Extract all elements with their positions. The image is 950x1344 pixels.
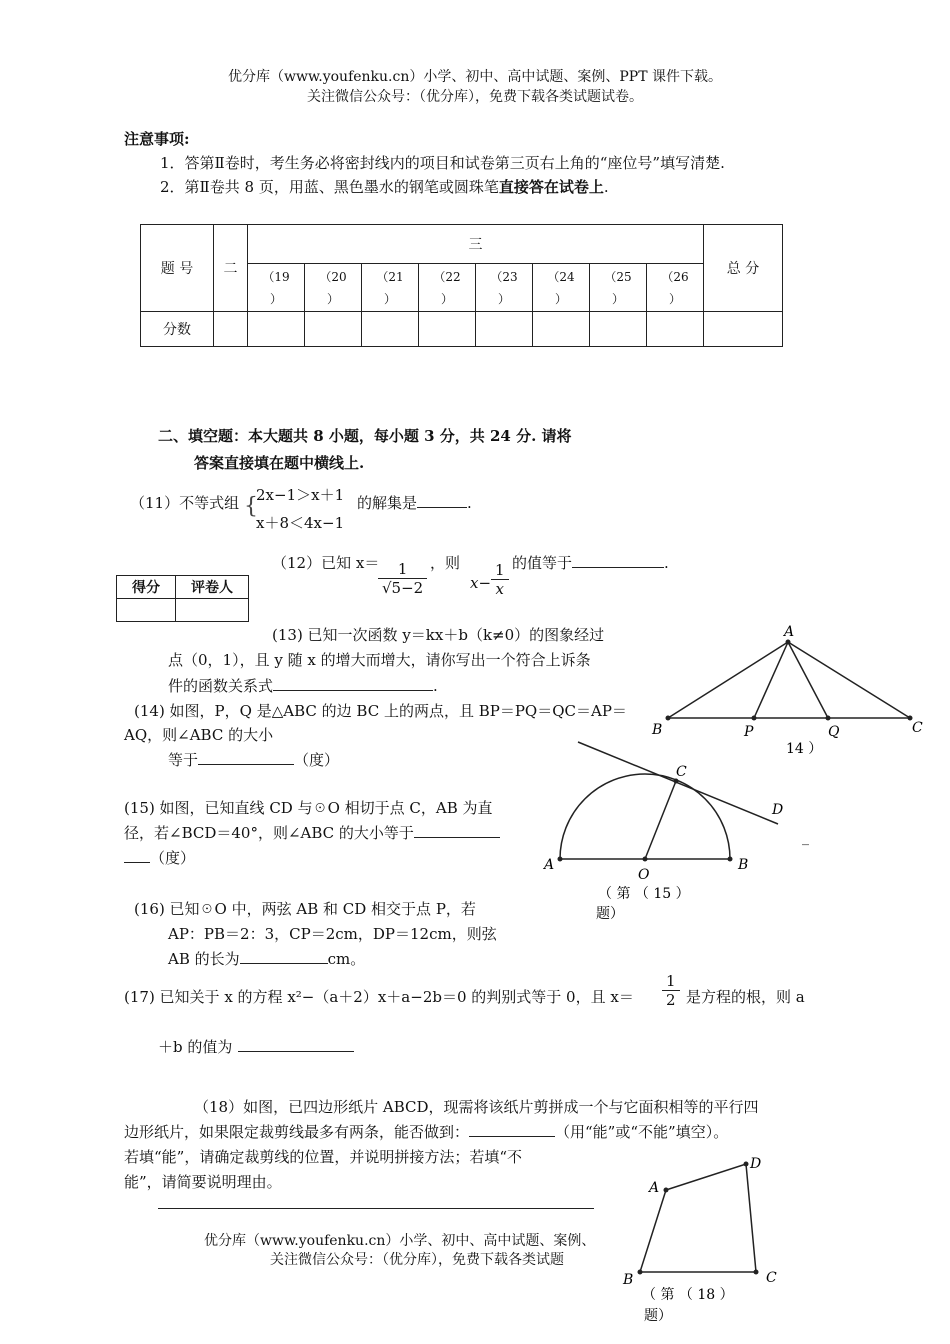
fig15-caption-1: （ 第 （ 15 ）: [598, 886, 690, 902]
q12-suffix: 的值等于 .: [512, 554, 669, 572]
footer-line-1: 优分库（www.youfenku.cn）小学、初中、高中试题、案例、: [204, 1233, 596, 1249]
score-table-q26: （26 ）: [647, 264, 704, 312]
fig15-label-a: A: [544, 857, 555, 873]
score-table-q21: （21 ）: [362, 264, 419, 312]
section-2-title-line-2: 答案直接填在题中横线上.: [194, 454, 365, 472]
fig18-label-d: D: [750, 1156, 762, 1172]
q17-line-2: ＋b 的值为: [158, 1036, 354, 1057]
fig15-label-c: C: [676, 764, 687, 780]
q11-suffix: 的解集是 .: [357, 494, 472, 512]
score-table-q23: （23 ）: [476, 264, 533, 312]
figure-15: [540, 736, 840, 926]
grader-reviewer-label: 评卷人: [176, 576, 249, 599]
grader-reviewer-cell[interactable]: [176, 599, 249, 622]
score-cell-q26[interactable]: [647, 312, 704, 347]
score-table-row-label: 分数: [141, 312, 214, 347]
grader-score-cell[interactable]: [117, 599, 176, 622]
score-cell-q19[interactable]: [248, 312, 305, 347]
fig15-label-o: O: [638, 867, 650, 883]
q16-line-1: (16) 已知☉O 中，两弦 AB 和 CD 相交于点 P，若: [134, 900, 476, 918]
q18-answer-blank[interactable]: [469, 1122, 555, 1137]
brace-icon: {: [244, 494, 258, 519]
q15-line-3: （度）: [124, 847, 195, 868]
score-cell-two[interactable]: [214, 312, 248, 347]
score-cell-q22[interactable]: [419, 312, 476, 347]
footer-line-2: 关注微信公众号：（优分库），免费下载各类试题: [270, 1252, 564, 1268]
score-cell-q23[interactable]: [476, 312, 533, 347]
score-table-q20: （20 ）: [305, 264, 362, 312]
q17-answer-blank[interactable]: [238, 1037, 354, 1052]
score-cell-total[interactable]: [704, 312, 783, 347]
fig18-label-b: B: [623, 1272, 634, 1288]
score-cell-q25[interactable]: [590, 312, 647, 347]
q13-line-1: (13) 已知一次函数 y＝kx＋b（k≠0）的图象经过: [272, 626, 605, 644]
q12-mid: ，则: [430, 554, 461, 572]
fig18-caption-1: （ 第 （ 18 ）: [642, 1287, 734, 1303]
q15-line-2: 径，若∠BCD＝40°，则∠ABC 的大小等于: [124, 822, 500, 843]
score-table-header-two: 二: [214, 225, 248, 312]
q13-line-2: 点（0，1），且 y 随 x 的增大而增大，请你写出一个符合上诉条: [168, 651, 591, 669]
q17-fraction: $\frac{1}{2}$: [662, 972, 680, 1009]
fig14-label-c: C: [912, 720, 923, 736]
q11-inequality-1: 2x−1＞x＋1: [256, 486, 345, 504]
q13-answer-blank[interactable]: [273, 676, 433, 691]
score-table-q22: （22 ）: [419, 264, 476, 312]
score-table-header-three: 三: [248, 225, 704, 264]
q12-prefix: （12）已知 x＝: [272, 554, 380, 572]
notes-item-2: 2．第Ⅱ卷共 8 页，用蓝、黑色墨水的钢笔或圆珠笔直接答在试卷上.: [160, 178, 609, 196]
fig15-semicircle: [560, 774, 730, 859]
fig14-label-q: Q: [828, 724, 840, 740]
score-cell-q20[interactable]: [305, 312, 362, 347]
score-table-q24: （24 ）: [533, 264, 590, 312]
fig18-label-c: C: [766, 1270, 777, 1286]
score-table-header-label: 题 号: [141, 225, 214, 312]
fig15-segment-oc: [645, 781, 676, 859]
section-2-title-line-1: 二、填空题：本大题共 8 小题，每小题 3 分，共 24 分. 请将: [158, 427, 572, 445]
q12-fraction-1x: $\frac{1}{x}$: [491, 561, 509, 598]
fig14-label-a: A: [784, 624, 795, 640]
q16-line-3: AB 的长为 cm。: [168, 950, 366, 968]
figure-18: [620, 1148, 790, 1328]
q11-prefix: （11）不等式组: [130, 494, 240, 512]
header-line-1: 优分库（www.youfenku.cn）小学、初中、高中试题、案例、PPT 课件下载。: [227, 69, 722, 85]
q14-line-1: (14) 如图，P，Q 是△ABC 的边 BC 上的两点，且 BP＝PQ＝QC＝AP＝: [134, 702, 627, 720]
q12-expr-x: x−: [470, 574, 492, 592]
score-cell-q24[interactable]: [533, 312, 590, 347]
q14-answer-blank[interactable]: [198, 750, 294, 765]
q18-line-1: （18）如图，已四边形纸片 ABCD，现需将该纸片剪拼成一个与它面积相等的平行四: [194, 1098, 759, 1116]
q18-line-3: 若填“能”，请确定裁剪线的位置，并说明拼接方法；若填“不: [124, 1148, 523, 1166]
fig14-triangle-sides: [668, 642, 910, 718]
fig18-label-a: A: [649, 1180, 660, 1196]
score-table-q19: （19 ）: [248, 264, 305, 312]
q12-answer-blank[interactable]: [572, 553, 664, 568]
q16-answer-blank[interactable]: [240, 949, 328, 964]
fig14-label-b: B: [652, 722, 663, 738]
q18-line-2: 边形纸片，如果限定裁剪线最多有两条，能否做到： （用“能”或“不能”填空）。: [124, 1123, 729, 1141]
fig15-caption-2: 题）: [596, 906, 624, 922]
grader-score-label: 得分: [117, 576, 176, 599]
q15-line-1: (15) 如图，已知直线 CD 与☉O 相切于点 C，AB 为直: [124, 799, 493, 817]
fig15-dash: _: [802, 830, 809, 846]
q13-line-3: 件的函数关系式 .: [168, 677, 438, 695]
fig15-label-b: B: [738, 857, 749, 873]
q15-answer-blank-2[interactable]: [124, 848, 150, 863]
fig14-caption: 14 ）: [786, 741, 823, 757]
notes-item-1: 1．答第Ⅱ卷时，考生务必将密封线内的项目和试卷第三页右上角的“座位号”填写清楚.: [160, 154, 725, 172]
q14-line-2: AQ，则∠ABC 的大小: [124, 726, 274, 744]
q18-line-4: 能”，请简要说明理由。: [124, 1173, 282, 1191]
q18-answer-line[interactable]: [158, 1208, 594, 1209]
notes-title: 注意事项:: [124, 130, 190, 148]
fig14-segment-aq: [788, 642, 828, 718]
q11-inequality-2: x＋8＜4x−1: [256, 514, 345, 532]
fig18-caption-2: 题）: [644, 1308, 672, 1324]
q15-answer-blank-1[interactable]: [414, 823, 500, 838]
q17-line-1-post: 是方程的根，则 a: [686, 988, 805, 1006]
q14-line-3: 等于 （度）: [168, 751, 340, 769]
header-line-2: 关注微信公众号：（优分库），免费下载各类试题试卷。: [307, 89, 643, 105]
score-table-header-total: 总 分: [704, 225, 783, 312]
notes-item-2-emphasis: 直接答在试卷上: [498, 178, 604, 196]
grader-table: [116, 575, 249, 622]
q11-answer-blank[interactable]: [417, 493, 467, 508]
fig15-label-d: D: [772, 802, 784, 818]
q17-line-1-pre: (17) 已知关于 x 的方程 x²−（a＋2）x＋a−2b＝0 的判别式等于 0，且 x＝: [124, 988, 634, 1006]
fig14-label-p: P: [744, 724, 754, 740]
q12-fraction-x: $\frac{1}{√5-2}$: [378, 560, 427, 597]
score-table-q25: （25 ）: [590, 264, 647, 312]
score-cell-q21[interactable]: [362, 312, 419, 347]
score-table: [140, 224, 783, 347]
q16-line-2: AP：PB＝2：3，CP＝2cm，DP＝12cm，则弦: [168, 925, 497, 943]
